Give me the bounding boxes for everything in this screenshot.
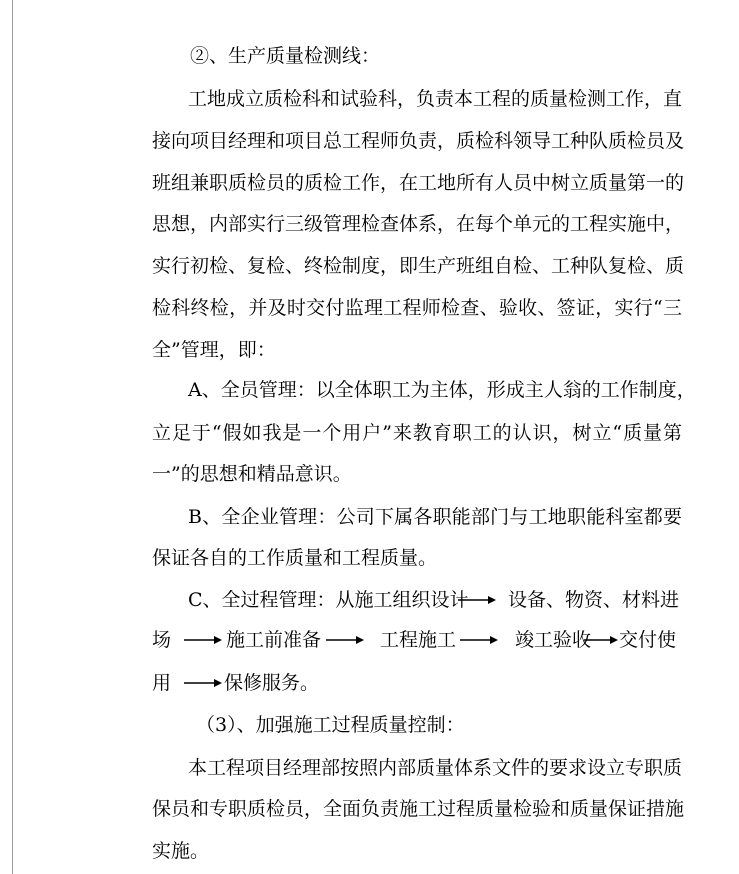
item-a-line: 一”的思想和精品意识。 [152,463,352,485]
item-a-line: 立足于“假如我是一个用户”来教育职工的认识，树立“质量第 [152,422,682,444]
item-b-line: 保证各自的工作质量和工程质量。 [152,547,438,569]
flow-step-preparation: 施工前准备 [226,629,322,651]
paragraph-line: 工地成立质检科和试验科，负责本工程的质量检测工作，直 [188,88,683,110]
paragraph-line: 接向项目经理和项目总工程师负责，质检科领导工种队质检员及 [152,130,685,152]
section-heading-process-control: （3）、加强施工过程质量控制： [196,714,465,736]
section-heading-production-quality: ②、生产质量检测线： [190,45,381,67]
item-c-lead: C、全过程管理：从施工组织设计 [188,589,469,611]
right-arrow-icon [584,628,618,652]
flow-step-acceptance: 竣工验收 [515,629,592,651]
right-arrow-icon [184,671,222,695]
right-arrow-icon [458,588,496,612]
paragraph-line: 检科终检，并及时交付监理工程师检查、验收、签证，实行“三 [152,297,682,319]
paragraph-line: 实施。 [152,840,210,862]
flow-step-equipment-cont: 场 [152,629,172,651]
paragraph-line: 思想，内部实行三级管理检查体系，在每个单元的工程实施中， [152,213,685,235]
right-arrow-icon [326,628,364,652]
flow-step-construction: 工程施工 [380,629,457,651]
right-arrow-icon [460,628,498,652]
page-left-border [12,0,13,874]
item-a-line: A、全员管理：以全体职工为主体，形成主人翁的工作制度， [188,379,696,401]
paragraph-line: 全”管理，即： [152,339,276,361]
flow-step-delivery: 交付使 [619,629,677,651]
paragraph-line: 班组兼职质检员的质检工作，在工地所有人员中树立质量第一的 [152,172,685,194]
item-b-line: B、全企业管理：公司下属各职能部门与工地职能科室都要 [188,506,682,528]
right-arrow-icon [184,628,222,652]
flow-step-delivery-cont: 用 [152,672,172,694]
paragraph-line: 实行初检、复检、终检制度，即生产班组自检、工种队复检、质 [152,255,685,277]
flow-step-maintenance: 保修服务。 [224,672,320,694]
paragraph-line: 保员和专职质检员，全面负责施工过程质量检验和质量保证措施 [152,798,685,820]
paragraph-line: 本工程项目经理部按照内部质量体系文件的要求设立专职质 [188,757,683,779]
flow-step-equipment: 设备、物资、材料进 [508,589,680,611]
